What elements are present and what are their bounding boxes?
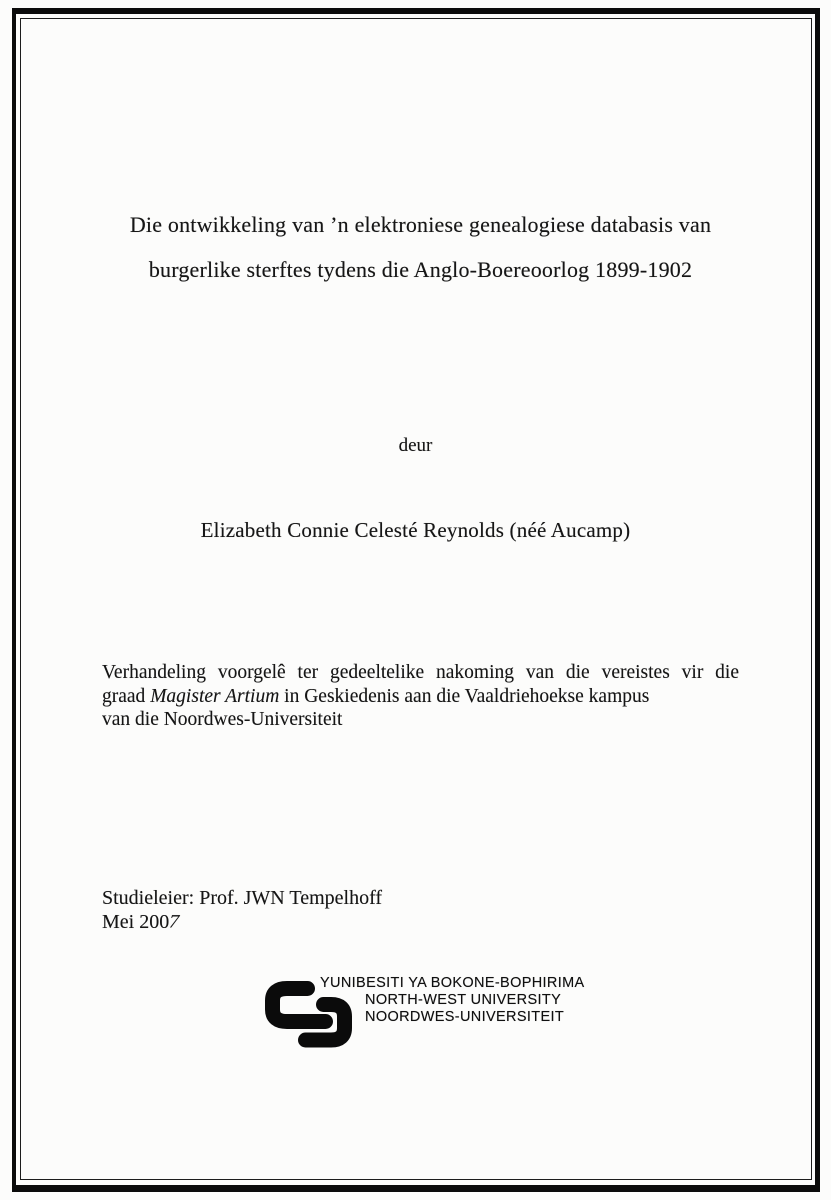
logo-text-english: NORTH-WEST UNIVERSITY <box>365 992 562 1009</box>
author-name: Elizabeth Connie Celesté Reynolds (néé Aucamp) <box>200 518 631 542</box>
degree-statement-line-2 <box>102 685 739 709</box>
degree-statement <box>102 661 739 732</box>
degree-statement-line-3: van die Noordwes-Universiteit <box>102 709 343 730</box>
degree-statement-line-2-prefix: graad <box>102 685 151 707</box>
degree-statement-line-2-suffix: in Geskiedenis aan die Vaaldriehoekse kampus <box>279 685 650 707</box>
university-logo-text <box>320 975 585 1027</box>
university-logo <box>265 973 585 1057</box>
logo-text-setswana: YUNIBESITI YA BOKONE-BOPHIRIMA <box>320 975 585 991</box>
page-title-line-2: burgerlike sterftes tydens die Anglo-Boereoorlog 1899-1902 <box>148 257 693 282</box>
page-title <box>45 202 796 292</box>
supervisor-and-date <box>102 886 382 934</box>
degree-name: Magister Artium <box>150 685 280 707</box>
date-prefix: Mei 200 <box>102 911 170 933</box>
page-title-line-1: Die ontwikkeling van ’n elektroniese genealogiese databasis van <box>129 212 712 237</box>
date-last-digit: 7 <box>166 911 182 933</box>
supervisor-line: Studieleier: Prof. JWN Tempelhoff <box>102 887 383 909</box>
date-line <box>102 910 382 934</box>
degree-statement-line-1: Verhandeling voorgelê ter gedeeltelike nakoming van die vereistes vir die <box>102 662 739 683</box>
logo-text-afrikaans: NOORDWES-UNIVERSITEIT <box>365 1009 565 1026</box>
byline: deur <box>398 435 433 456</box>
